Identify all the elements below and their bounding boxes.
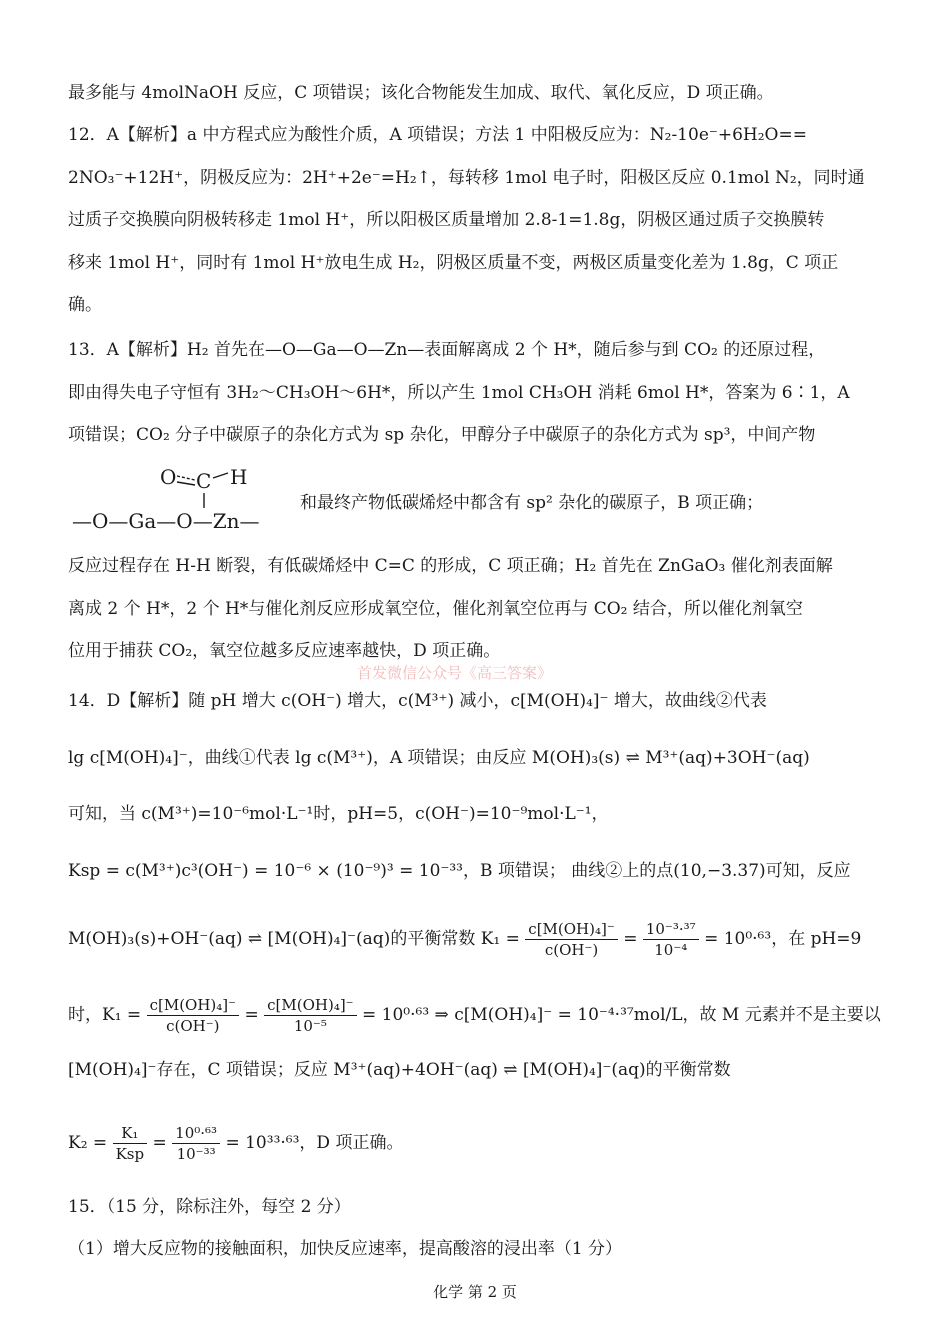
q12-line: 确。 [68, 295, 102, 315]
oxygen-double-atom: O [160, 465, 177, 489]
fraction [147, 995, 239, 1036]
fraction [172, 1123, 220, 1164]
q13-line: 13．A【解析】H₂ 首先在—O—Ga—O—Zn—表面解离成 2 个 H*，随后参与到 CO₂ 的还原过程， [68, 340, 826, 360]
fraction-numerator: 10⁰·⁶³ [172, 1123, 220, 1144]
fraction-denominator: 10⁻⁵ [293, 1016, 327, 1035]
q12-line: 移来 1mol H⁺，同时有 1mol H⁺放电生成 H₂，阴极区质量不变，两极区质量变化差为 1.8g，C 项正 [68, 253, 839, 273]
single-bond-icon [212, 470, 230, 482]
q14-text: = 10³³·⁶³，D 项正确。 [225, 1133, 404, 1153]
fraction-denominator: c(OH⁻) [166, 1016, 220, 1035]
q14-text: 时，K₁ = [68, 1005, 142, 1025]
fraction [264, 995, 356, 1036]
q14-ph9-line [68, 992, 881, 1038]
q15-title: 15．（15 分，除标注外，每空 2 分） [68, 1197, 351, 1217]
equals-sign: = [244, 1005, 259, 1025]
q12-line: 过质子交换膜向阴极转移走 1mol H⁺，所以阳极区质量增加 2.8-1=1.8g，阴极区通过质子交换膜转 [68, 210, 825, 230]
fraction [113, 1123, 148, 1164]
fraction [643, 919, 699, 960]
equals-sign: = [623, 929, 638, 949]
fraction-numerator: c[M(OH)₄]⁻ [525, 919, 617, 940]
q13-line: 离成 2 个 H*，2 个 H*与催化剂反应形成氧空位，催化剂氧空位再与 CO₂ 结合，所以催化剂氧空 [68, 599, 803, 619]
q13-line: 即由得失电子守恒有 3H₂～CH₃OH～6H*，所以产生 1mol CH₃OH 消耗 6mol H*，答案为 6∶1，A [68, 383, 850, 403]
q13-line: 位用于捕获 CO₂，氧空位越多反应速率越快，D 项正确。 [68, 641, 501, 661]
fraction-numerator: c[M(OH)₄]⁻ [264, 995, 356, 1016]
vertical-bond-icon [200, 492, 208, 510]
q14-line: [M(OH)₄]⁻存在，C 项错误；反应 M³⁺(aq)+4OH⁻(aq) ⇌ [M(OH)₄]⁻(aq)的平衡常数 [68, 1060, 731, 1080]
q13-line: 项错误；CO₂ 分子中碳原子的杂化方式为 sp 杂化，甲醇分子中碳原子的杂化方式为 sp³，中间产物 [68, 425, 816, 445]
intermediate-structure [72, 458, 297, 538]
hydrogen-atom: H [230, 465, 248, 489]
fraction-denominator: 10⁻³³ [176, 1144, 216, 1163]
q14-line: Ksp = c(M³⁺)c³(OH⁻) = 10⁻⁶ × (10⁻⁹)³ = 10⁻³³，B 项错误； 曲线②上的点(10,−3.37)可知，反应 [68, 861, 851, 881]
q13-line: 和最终产物低碳烯烃中都含有 sp² 杂化的碳原子，B 项正确； [300, 493, 764, 513]
fraction-denominator: c(OH⁻) [544, 940, 599, 959]
q13-line: 反应过程存在 H-H 断裂，有低碳烯烃中 C=C 的形成，C 项正确；H₂ 首先在 ZnGaO₃ 催化剂表面解 [68, 556, 833, 576]
equals-sign: = [152, 1133, 167, 1153]
oxide-chain: —O—Ga—O—Zn— [72, 509, 260, 533]
fraction-denominator: 10⁻⁴ [654, 940, 688, 959]
q14-line: 14．D【解析】随 pH 增大 c(OH⁻) 增大，c(M³⁺) 减小，c[M(OH)₄]⁻ 增大，故曲线②代表 [68, 691, 767, 711]
q14-k2-line [68, 1120, 403, 1166]
q14-text: = 10⁰·⁶³，在 pH=9 [704, 929, 862, 949]
q12-line: 12．A【解析】a 中方程式应为酸性介质，A 项错误；方法 1 中阳极反应为：N₂-10e⁻+6H₂O== [68, 125, 807, 145]
text-line: 最多能与 4molNaOH 反应，C 项错误；该化合物能发生加成、取代、氧化反应，D 项正确。 [68, 83, 774, 103]
q14-text: K₂ = [68, 1133, 108, 1153]
q14-line: 可知，当 c(M³⁺)=10⁻⁶mol·L⁻¹时，pH=5，c(OH⁻)=10⁻⁹mol·L⁻¹， [68, 804, 609, 824]
q14-text: = 10⁰·⁶³ ⇒ c[M(OH)₄]⁻ = 10⁻⁴·³⁷mol/L，故 M 元素并不是主要以 [362, 1005, 881, 1025]
fraction-numerator: 10⁻³·³⁷ [643, 919, 699, 940]
carbon-atom: C [196, 469, 212, 493]
fraction-denominator: Ksp [115, 1144, 145, 1163]
fraction [525, 919, 617, 960]
fraction-numerator: c[M(OH)₄]⁻ [147, 995, 239, 1016]
page-footer: 化学 第 2 页 [433, 1283, 517, 1301]
fraction-numerator: K₁ [113, 1123, 148, 1144]
q12-line: 2NO₃⁻+12H⁺，阴极反应为：2H⁺+2e⁻=H₂↑，每转移 1mol 电子时，阳极区反应 0.1mol N₂，同时通 [68, 168, 865, 188]
q14-text: M(OH)₃(s)+OH⁻(aq) ⇌ [M(OH)₄]⁻(aq)的平衡常数 K₁ = [68, 929, 520, 949]
q14-line: lg c[M(OH)₄]⁻，曲线①代表 lg c(M³⁺)，A 项错误；由反应 M(OH)₃(s) ⇌ M³⁺(aq)+3OH⁻(aq) [68, 748, 810, 768]
watermark: 首发微信公众号《高三答案》 [357, 664, 553, 682]
q14-equilibrium-line [68, 916, 861, 962]
q15-answer: （1）增大反应物的接触面积，加快反应速率，提高酸溶的浸出率（1 分） [68, 1239, 623, 1259]
